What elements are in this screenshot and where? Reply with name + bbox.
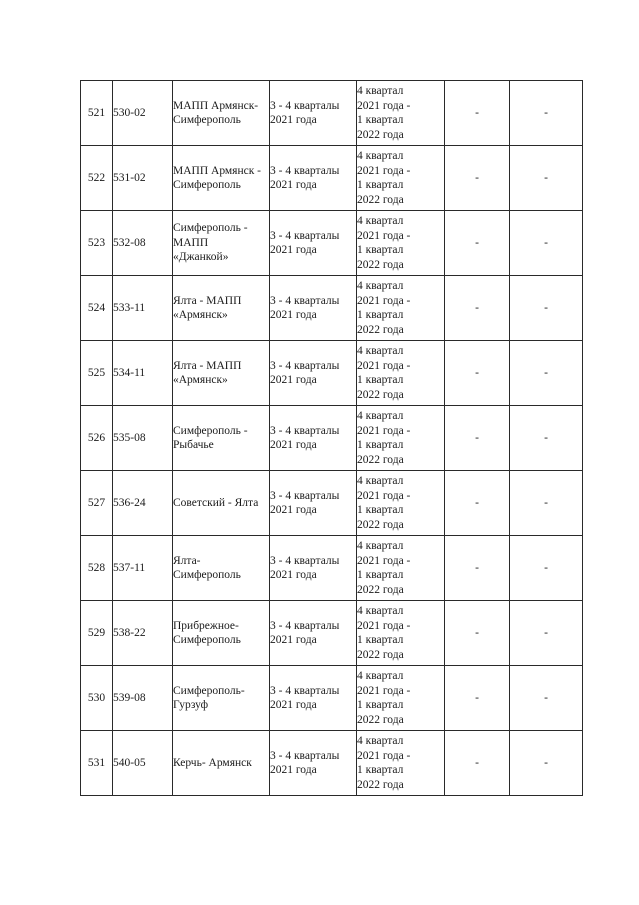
end-period-line: 4 квартал: [357, 280, 404, 292]
start-period-line: 3 - 4 кварталы: [270, 294, 340, 307]
end-period-line: 4 квартал: [357, 85, 404, 97]
start-period-cell: [270, 276, 357, 341]
end-period-cell: [357, 211, 445, 276]
column-7-value: -: [475, 756, 479, 769]
start-period-cell: [270, 211, 357, 276]
column-7-cell: [445, 471, 510, 536]
start-period-line: 2021 года: [270, 634, 317, 646]
table-row: [81, 471, 583, 536]
route-code-cell: [113, 536, 173, 601]
end-period-line: 1 квартал: [357, 634, 404, 646]
column-7-cell: [445, 601, 510, 666]
start-period-cell: [270, 146, 357, 211]
end-period-line: 1 квартал: [357, 764, 404, 776]
route-name-line: Гурзуф: [173, 699, 209, 711]
column-8-cell: [510, 666, 583, 731]
end-period-line: 1 квартал: [357, 114, 404, 126]
end-period-line: 4 квартал: [357, 345, 404, 357]
column-7-cell: [445, 731, 510, 796]
end-period-line: 2021 года -: [357, 619, 411, 632]
column-8-cell: [510, 341, 583, 406]
end-period-line: 2022 года: [357, 258, 404, 271]
route-name-line: «Армянск»: [173, 374, 228, 386]
end-period-line: 2021 года -: [357, 424, 411, 437]
row-number-cell: [81, 81, 113, 146]
start-period-line: 3 - 4 кварталы: [270, 99, 340, 112]
column-8-cell: [510, 276, 583, 341]
end-period-line: 2021 года -: [357, 164, 411, 177]
start-period-line: 3 - 4 кварталы: [270, 554, 340, 567]
row-number: 522: [87, 171, 106, 184]
column-7-cell: [445, 536, 510, 601]
column-8-cell: [510, 601, 583, 666]
start-period-line: 2021 года: [270, 179, 317, 191]
column-8-cell: [510, 81, 583, 146]
end-period-line: 2021 года -: [357, 684, 411, 697]
column-7-value: -: [475, 431, 479, 444]
end-period-line: 2021 года -: [357, 554, 411, 567]
start-period-line: 2021 года: [270, 569, 317, 581]
table-row: [81, 536, 583, 601]
start-period-line: 2021 года: [270, 764, 317, 776]
route-code: 530-02: [113, 106, 146, 119]
column-8-value: -: [544, 431, 548, 444]
route-name-line: Симферополь -: [173, 424, 248, 437]
start-period-line: 3 - 4 кварталы: [270, 684, 340, 697]
end-period-line: 1 квартал: [357, 309, 404, 321]
route-code: 532-08: [113, 236, 146, 249]
column-8-cell: [510, 146, 583, 211]
route-name-line: Прибрежное-: [173, 619, 239, 632]
end-period-line: 4 квартал: [357, 605, 404, 617]
route-code: 538-22: [113, 626, 146, 639]
route-name-line: Керчь- Армянск: [173, 756, 252, 769]
route-name-cell: [173, 731, 270, 796]
end-period-line: 1 квартал: [357, 179, 404, 191]
row-number-cell: [81, 211, 113, 276]
column-7-cell: [445, 666, 510, 731]
route-code: 534-11: [113, 366, 146, 379]
route-code-cell: [113, 341, 173, 406]
row-number-cell: [81, 666, 113, 731]
row-number: 527: [87, 496, 106, 509]
column-8-cell: [510, 471, 583, 536]
column-8-cell: [510, 211, 583, 276]
column-7-value: -: [475, 626, 479, 639]
end-period-cell: [357, 341, 445, 406]
end-period-line: 1 квартал: [357, 699, 404, 711]
row-number-cell: [81, 341, 113, 406]
route-name-line: Симферополь: [173, 634, 241, 646]
route-code: 540-05: [113, 756, 146, 769]
start-period-line: 2021 года: [270, 244, 317, 256]
end-period-line: 4 квартал: [357, 540, 404, 552]
start-period-line: 3 - 4 кварталы: [270, 229, 340, 242]
route-code-cell: [113, 81, 173, 146]
route-name-cell: [173, 146, 270, 211]
column-7-value: -: [475, 691, 479, 704]
start-period-cell: [270, 536, 357, 601]
row-number-cell: [81, 471, 113, 536]
start-period-line: 2021 года: [270, 504, 317, 516]
table-row: [81, 146, 583, 211]
start-period-line: 3 - 4 кварталы: [270, 619, 340, 632]
row-number: 525: [87, 366, 106, 379]
route-code: 539-08: [113, 691, 146, 704]
start-period-line: 3 - 4 кварталы: [270, 164, 340, 177]
end-period-line: 4 квартал: [357, 735, 404, 747]
column-7-cell: [445, 211, 510, 276]
row-number-cell: [81, 146, 113, 211]
row-number-cell: [81, 276, 113, 341]
end-period-cell: [357, 666, 445, 731]
row-number-cell: [81, 731, 113, 796]
column-8-value: -: [544, 691, 548, 704]
start-period-line: 3 - 4 кварталы: [270, 749, 340, 762]
route-name-line: Советский - Ялта: [173, 496, 259, 509]
end-period-line: 2022 года: [357, 648, 404, 661]
row-number: 530: [87, 691, 106, 704]
table-row: [81, 601, 583, 666]
column-8-value: -: [544, 301, 548, 314]
column-8-value: -: [544, 106, 548, 119]
start-period-cell: [270, 666, 357, 731]
start-period-line: 2021 года: [270, 699, 317, 711]
row-number-cell: [81, 536, 113, 601]
route-name-line: Ялта-: [173, 554, 201, 567]
column-7-value: -: [475, 106, 479, 119]
column-7-cell: [445, 406, 510, 471]
table-row: [81, 341, 583, 406]
end-period-line: 4 квартал: [357, 150, 404, 162]
route-name-line: МАПП: [173, 236, 209, 249]
row-number: 529: [87, 626, 106, 639]
start-period-line: 2021 года: [270, 309, 317, 321]
table-row: [81, 276, 583, 341]
column-7-value: -: [475, 236, 479, 249]
column-7-cell: [445, 81, 510, 146]
end-period-cell: [357, 536, 445, 601]
route-code-cell: [113, 471, 173, 536]
route-code: 535-08: [113, 431, 146, 444]
column-8-cell: [510, 536, 583, 601]
route-name-cell: [173, 211, 270, 276]
route-code-cell: [113, 146, 173, 211]
route-name-cell: [173, 536, 270, 601]
route-code: 536-24: [113, 496, 146, 509]
end-period-line: 2022 года: [357, 583, 404, 596]
route-name-cell: [173, 81, 270, 146]
end-period-line: 2021 года -: [357, 229, 411, 242]
column-7-value: -: [475, 301, 479, 314]
route-code-cell: [113, 211, 173, 276]
table-row: [81, 81, 583, 146]
start-period-cell: [270, 601, 357, 666]
column-7-value: -: [475, 496, 479, 509]
route-name-cell: [173, 341, 270, 406]
end-period-cell: [357, 276, 445, 341]
route-name-line: «Армянск»: [173, 309, 228, 321]
column-8-cell: [510, 406, 583, 471]
end-period-line: 1 квартал: [357, 439, 404, 451]
start-period-cell: [270, 81, 357, 146]
route-name-line: Симферополь -: [173, 222, 248, 235]
route-name-cell: [173, 666, 270, 731]
start-period-line: 2021 года: [270, 114, 317, 126]
start-period-line: 2021 года: [270, 374, 317, 386]
table-row: [81, 211, 583, 276]
route-name-line: Ялта - МАПП: [173, 294, 242, 307]
route-code-cell: [113, 731, 173, 796]
end-period-line: 4 квартал: [357, 670, 404, 682]
end-period-line: 2021 года -: [357, 99, 411, 112]
end-period-line: 4 квартал: [357, 475, 404, 487]
route-code: 537-11: [113, 561, 146, 574]
start-period-line: 3 - 4 кварталы: [270, 489, 340, 502]
route-code-cell: [113, 666, 173, 731]
route-code: 533-11: [113, 301, 146, 314]
end-period-line: 2021 года -: [357, 359, 411, 372]
start-period-cell: [270, 471, 357, 536]
route-code-cell: [113, 601, 173, 666]
end-period-line: 4 квартал: [357, 215, 404, 227]
end-period-cell: [357, 81, 445, 146]
column-7-cell: [445, 146, 510, 211]
start-period-cell: [270, 341, 357, 406]
route-name-cell: [173, 601, 270, 666]
end-period-line: 2021 года -: [357, 749, 411, 762]
row-number-cell: [81, 406, 113, 471]
end-period-line: 2022 года: [357, 713, 404, 726]
route-name-line: Ялта - МАПП: [173, 359, 242, 372]
end-period-line: 1 квартал: [357, 374, 404, 386]
column-8-value: -: [544, 366, 548, 379]
end-period-cell: [357, 731, 445, 796]
column-8-value: -: [544, 756, 548, 769]
end-period-line: 2021 года -: [357, 294, 411, 307]
row-number: 523: [87, 236, 106, 249]
end-period-line: 2022 года: [357, 193, 404, 206]
row-number-cell: [81, 601, 113, 666]
row-number: 524: [87, 301, 106, 314]
row-number: 526: [87, 431, 106, 444]
start-period-line: 2021 года: [270, 439, 317, 451]
column-8-cell: [510, 731, 583, 796]
route-name-line: МАПП Армянск -: [173, 164, 262, 177]
route-code: 531-02: [113, 171, 146, 184]
end-period-cell: [357, 406, 445, 471]
route-code-cell: [113, 276, 173, 341]
row-number: 521: [87, 106, 106, 119]
end-period-line: 2021 года -: [357, 489, 411, 502]
end-period-line: 1 квартал: [357, 504, 404, 516]
table-row: [81, 666, 583, 731]
route-code-cell: [113, 406, 173, 471]
routes-table: [80, 80, 583, 796]
end-period-cell: [357, 471, 445, 536]
table-body: [81, 81, 583, 796]
route-name-line: Симферополь-: [173, 684, 245, 697]
column-7-cell: [445, 341, 510, 406]
table-row: [81, 731, 583, 796]
route-name-line: «Джанкой»: [173, 251, 229, 264]
column-8-value: -: [544, 236, 548, 249]
column-7-value: -: [475, 171, 479, 184]
end-period-line: 1 квартал: [357, 244, 404, 256]
end-period-cell: [357, 601, 445, 666]
route-name-line: Рыбачье: [173, 439, 214, 451]
start-period-line: 3 - 4 кварталы: [270, 424, 340, 437]
table-row: [81, 406, 583, 471]
row-number: 528: [87, 561, 106, 574]
row-number: 531: [87, 756, 106, 769]
column-8-value: -: [544, 496, 548, 509]
column-7-cell: [445, 276, 510, 341]
end-period-line: 2022 года: [357, 323, 404, 336]
end-period-line: 4 квартал: [357, 410, 404, 422]
route-name-cell: [173, 406, 270, 471]
end-period-line: 2022 года: [357, 778, 404, 791]
end-period-line: 2022 года: [357, 518, 404, 531]
route-name-cell: [173, 276, 270, 341]
end-period-cell: [357, 146, 445, 211]
column-8-value: -: [544, 561, 548, 574]
column-8-value: -: [544, 626, 548, 639]
start-period-cell: [270, 406, 357, 471]
route-name-cell: [173, 471, 270, 536]
route-name-line: Симферополь: [173, 179, 241, 191]
end-period-line: 2022 года: [357, 388, 404, 401]
end-period-line: 2022 года: [357, 453, 404, 466]
end-period-line: 1 квартал: [357, 569, 404, 581]
route-name-line: Симферополь: [173, 569, 241, 581]
column-7-value: -: [475, 366, 479, 379]
route-name-line: Симферополь: [173, 114, 241, 126]
column-8-value: -: [544, 171, 548, 184]
column-7-value: -: [475, 561, 479, 574]
start-period-cell: [270, 731, 357, 796]
route-name-line: МАПП Армянск-: [173, 99, 259, 112]
end-period-line: 2022 года: [357, 128, 404, 141]
start-period-line: 3 - 4 кварталы: [270, 359, 340, 372]
